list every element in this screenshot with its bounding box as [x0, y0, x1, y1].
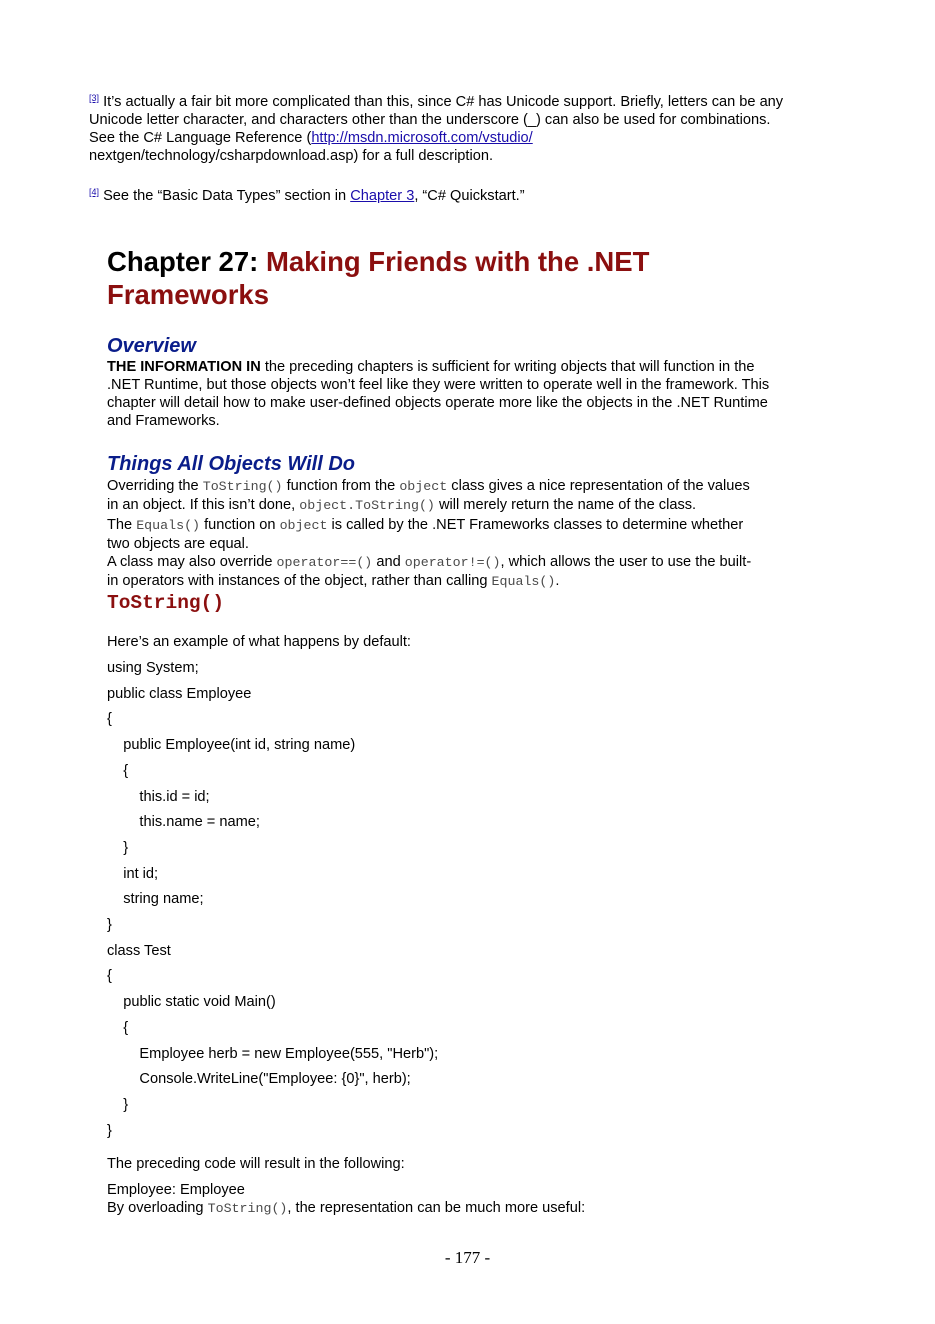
page-number: - 177 -: [444, 1248, 491, 1267]
code-line: public static void Main(): [107, 994, 276, 1011]
things-p1-text-c: class gives a nice representation of the values: [447, 478, 750, 494]
outro-tostring-code: ToString(): [207, 1201, 288, 1216]
result-output: Employee: Employee: [107, 1182, 245, 1198]
code-line: int id;: [107, 865, 159, 882]
code-line: string name;: [107, 891, 204, 908]
code-line: public class Employee: [107, 685, 252, 702]
things-p3-text-a: A class may also override: [107, 554, 277, 570]
things-p1-text-a: Overriding the: [107, 478, 203, 494]
things-paragraph-2: [107, 516, 837, 553]
chapter-number: Chapter 27:: [107, 246, 266, 277]
footnote-3-link[interactable]: http://msdn.microsoft.com/vstudio/: [311, 130, 533, 146]
code-line: using System;: [107, 660, 199, 676]
footnote-3-line3-text: See the C# Language Reference (: [89, 130, 312, 146]
code-line: }: [107, 1122, 112, 1139]
operator-eq-code: operator==(): [276, 555, 373, 570]
chapter-3-link[interactable]: Chapter 3: [350, 188, 415, 204]
code-line: public Employee(int id, string name): [107, 737, 356, 754]
code-line: {: [107, 762, 129, 779]
outro-text-b: , the representation can be much more useful:: [287, 1200, 586, 1216]
things-p3-line2-b: .: [555, 573, 560, 589]
code-line: }: [107, 1096, 129, 1113]
overview-line3: chapter will detail how to make user-defined objects operate more like the objects in the .NET Runtime: [107, 395, 768, 411]
footnote-4-text: See the “Basic Data Types” section in: [103, 188, 351, 204]
overview-line1: the preceding chapters is sufficient for writing objects that will function in the: [260, 359, 755, 375]
chapter-title: [107, 245, 807, 311]
object-code: object: [399, 479, 448, 494]
code-line: Employee herb = new Employee(555, "Herb");: [107, 1045, 439, 1062]
overview-paragraph: [107, 358, 837, 430]
things-paragraph-1: [107, 477, 837, 515]
things-p1-text-b: function from the: [282, 478, 400, 494]
equals-code-2: Equals(): [491, 574, 556, 589]
things-p3-text-b: and: [372, 554, 405, 570]
code-line: this.name = name;: [107, 814, 260, 831]
things-paragraph-3: [107, 553, 837, 591]
overview-line4: and Frameworks.: [107, 413, 220, 429]
tostring-intro: Here’s an example of what happens by default:: [107, 634, 411, 650]
things-p1-line2-b: will merely return the name of the class.: [434, 497, 697, 513]
footnote-3-marker[interactable]: [3]: [89, 93, 100, 103]
things-p2-line2: two objects are equal.: [107, 536, 249, 552]
footnote-4-marker[interactable]: [4]: [89, 187, 100, 197]
code-line: class Test: [107, 942, 171, 959]
footnote-3-line4: nextgen/technology/csharpdownload.asp) for a full description.: [89, 148, 494, 164]
chapter-title-line1: Making Friends with the .NET: [265, 246, 650, 277]
overview-heading: Overview: [107, 335, 196, 357]
things-p2-text-b: function on: [200, 517, 280, 533]
outro-text-a: By overloading: [107, 1200, 208, 1216]
tostring-code: ToString(): [202, 479, 283, 494]
things-p3-line2-a: in operators with instances of the object, rather than calling: [107, 573, 492, 589]
overview-lead: THE INFORMATION IN: [107, 359, 261, 375]
object-code-2: object: [279, 518, 328, 533]
code-line: }: [107, 917, 112, 933]
equals-code: Equals(): [136, 518, 201, 533]
things-p2-text-c: is called by the .NET Frameworks classes to determine whether: [327, 517, 744, 533]
code-line: {: [107, 711, 112, 728]
result-intro: The preceding code will result in the following:: [107, 1156, 405, 1172]
footnote-3-line1: It’s actually a fair bit more complicated than this, since C# has Unicode support. Briefly, letters can be any: [103, 94, 784, 110]
overview-line2: .NET Runtime, but those objects won’t feel like they were written to operate well in the framework. This: [107, 377, 770, 393]
code-line: {: [107, 1019, 129, 1036]
code-line: Console.WriteLine("Employee: {0}", herb);: [107, 1071, 411, 1088]
footnote-4: [89, 183, 879, 205]
footnote-3: [89, 89, 879, 165]
things-p1-line2-a: in an object. If this isn’t done,: [107, 497, 300, 513]
code-line: this.id = id;: [107, 788, 210, 805]
tostring-heading: ToString(): [107, 592, 225, 614]
things-p2-text-a: The: [107, 517, 137, 533]
things-heading: Things All Objects Will Do: [107, 453, 355, 475]
chapter-title-line2: Frameworks: [107, 279, 270, 310]
outro-paragraph: [107, 1199, 837, 1218]
footnote-3-line2: Unicode letter character, and characters other than the underscore (_) can also be used for combinations.: [89, 112, 771, 128]
footnote-4-post: , “C# Quickstart.”: [414, 188, 525, 204]
code-line: }: [107, 839, 129, 856]
things-p3-text-c: , which allows the user to use the built-: [500, 554, 752, 570]
operator-neq-code: operator!=(): [404, 555, 501, 570]
code-line: {: [107, 968, 112, 985]
object-tostring-code: object.ToString(): [299, 498, 435, 513]
